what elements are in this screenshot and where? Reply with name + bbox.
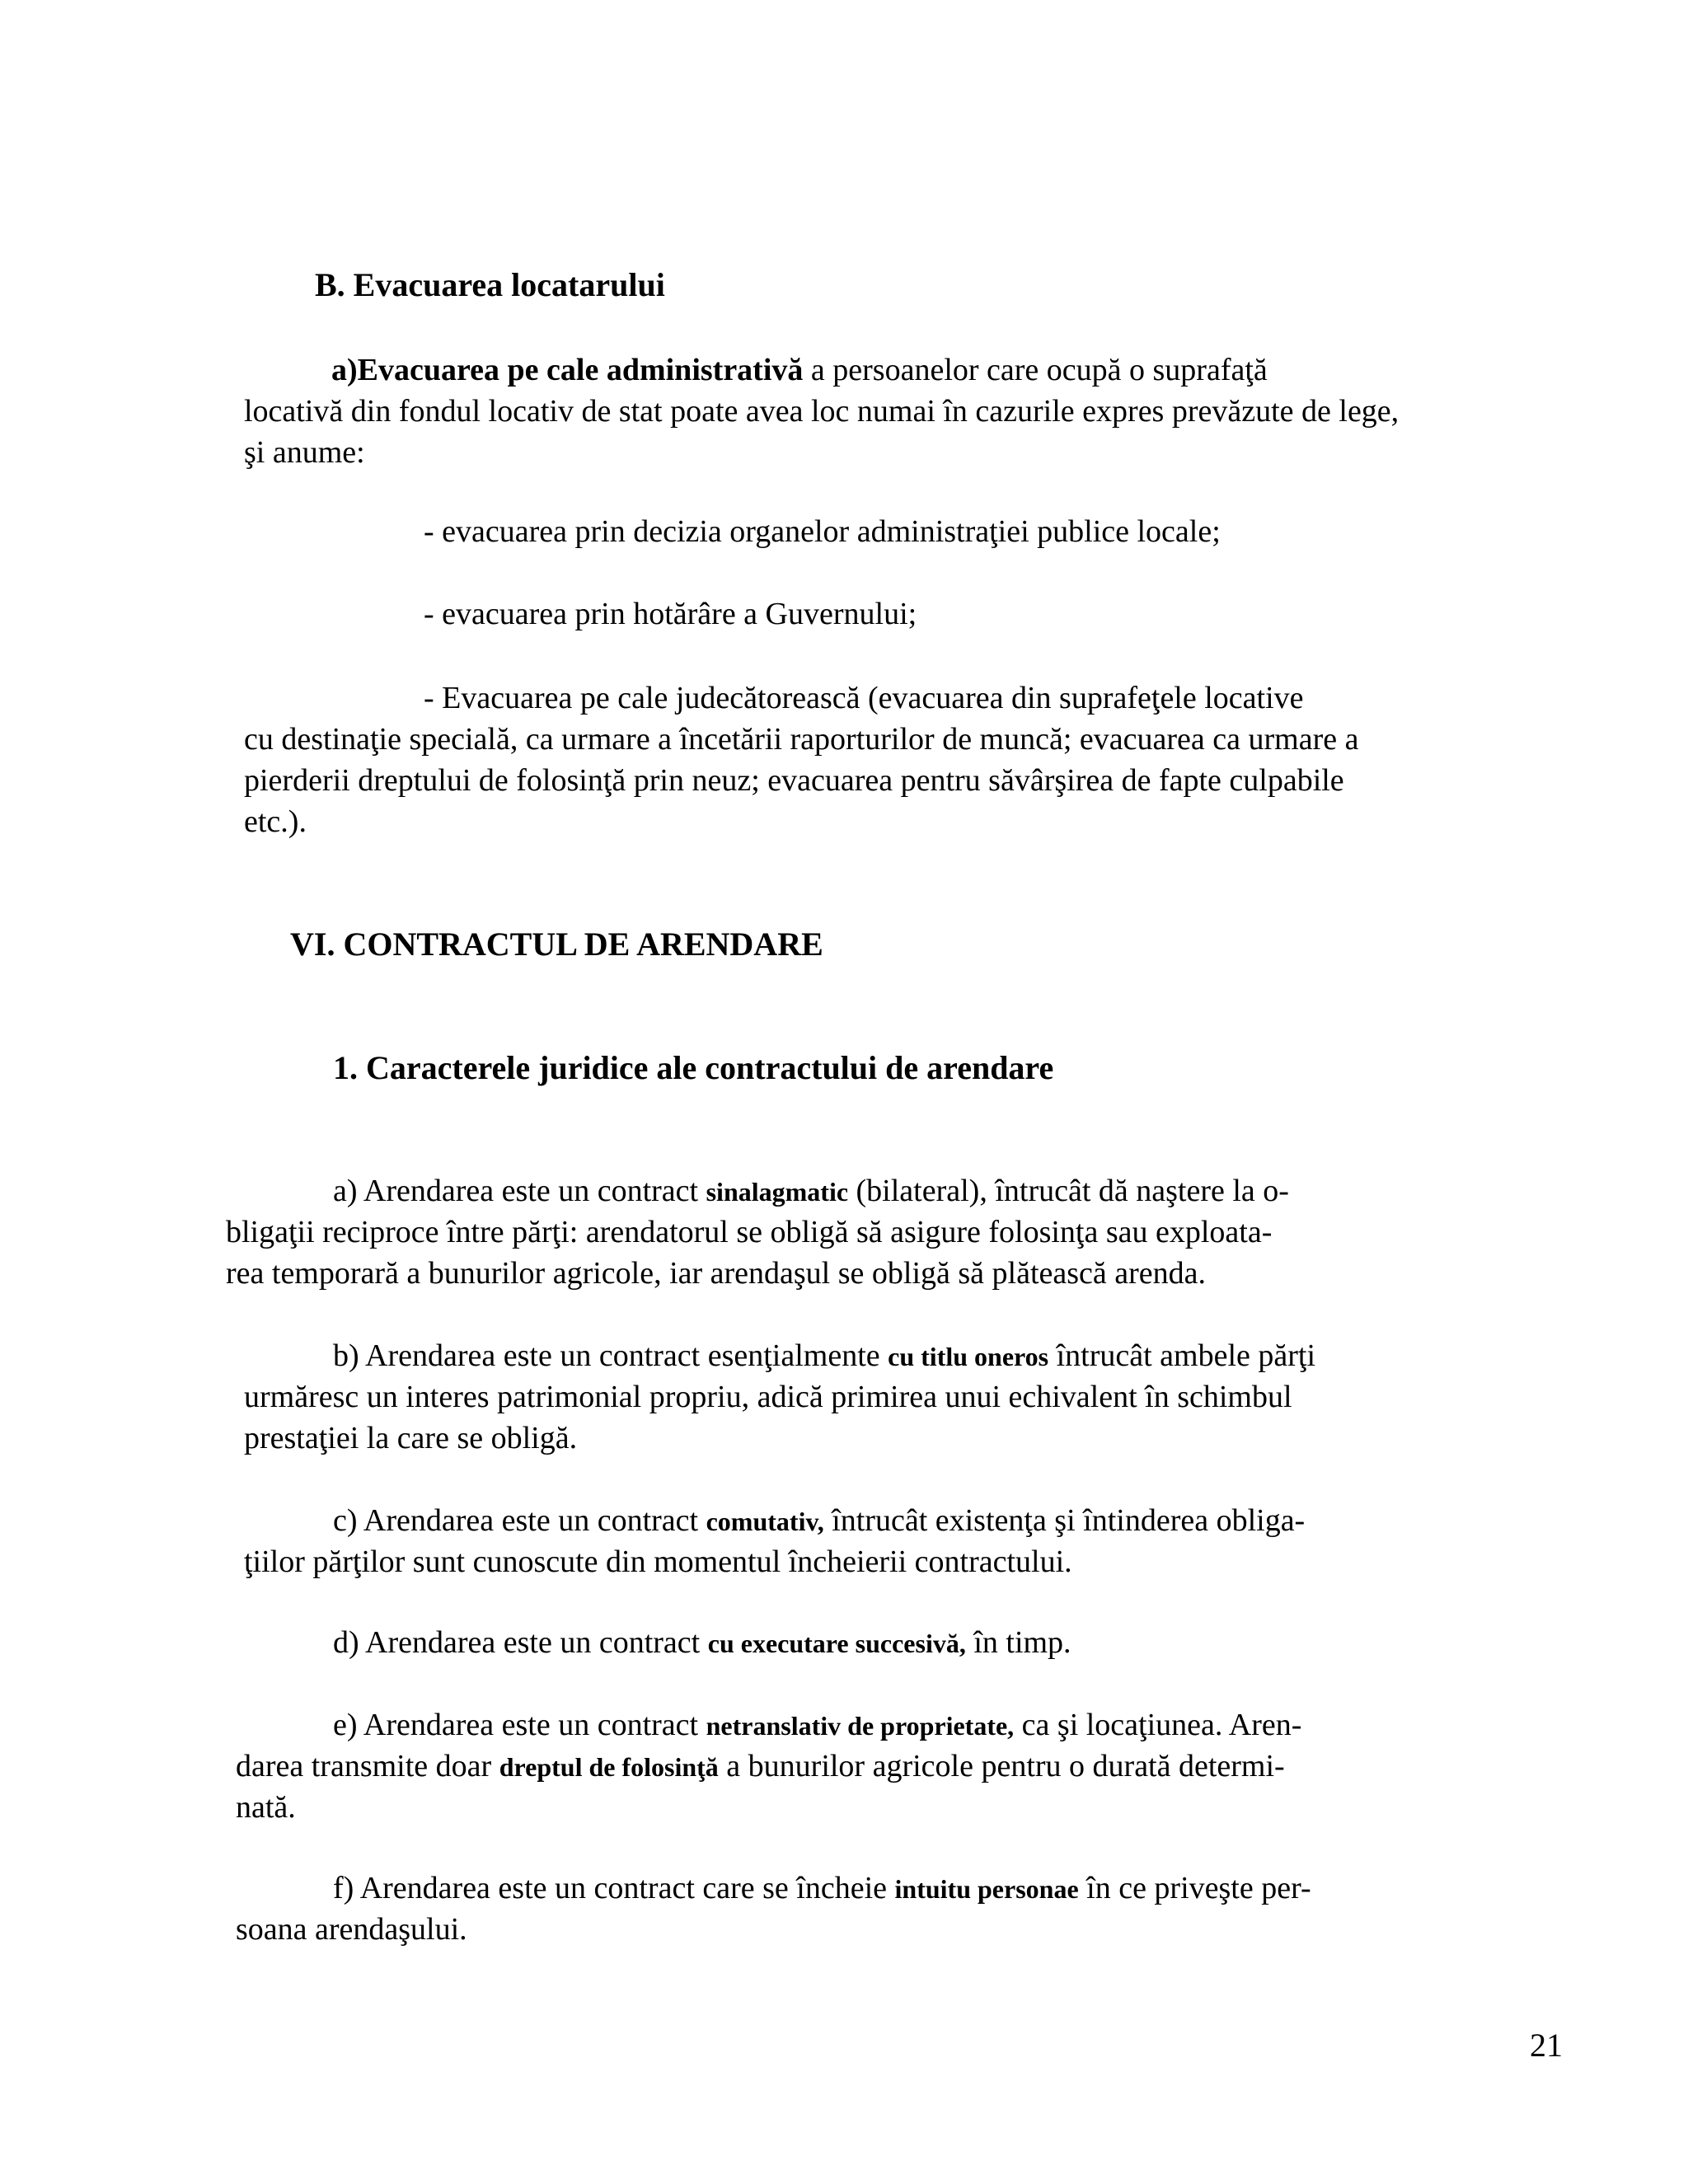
char-a-line2: bligaţii reciproce între părţi: arendatorul se obligă să asigure folosinţa sau exploata-	[226, 1215, 1273, 1249]
char-e-l2-term: dreptul de folosinţă	[499, 1752, 719, 1782]
char-c-pre: c) Arendarea este un contract	[333, 1503, 706, 1538]
char-b-line3: prestaţiei la care se obligă.	[244, 1421, 578, 1455]
char-d-post: în timp.	[965, 1625, 1071, 1660]
para-a-line1-rest: a persoanelor care ocupă o suprafaţă	[803, 353, 1268, 387]
char-d-term: cu executare succesivă,	[707, 1629, 966, 1658]
char-a-term: sinalagmatic	[706, 1177, 849, 1207]
chapter-heading: VI. CONTRACTUL DE ARENDARE	[290, 926, 823, 963]
char-b-post: întrucât ambele părţi	[1048, 1338, 1316, 1373]
char-b-line1	[333, 1335, 1315, 1378]
char-d-pre: d) Arendarea este un contract	[333, 1625, 708, 1660]
char-f-line1	[333, 1868, 1311, 1910]
char-c-line1	[333, 1500, 1305, 1543]
char-a-pre: a) Arendarea este un contract	[333, 1174, 706, 1208]
char-e-l2-post: a bunurilor agricole pentru o durată determi-	[718, 1749, 1285, 1783]
bullet-item-1: - evacuarea prin decizia organelor administraţiei publice locale;	[424, 514, 1221, 549]
char-b-line2: urmăresc un interes patrimonial propriu, adică primirea unui echivalent în schimbul	[244, 1380, 1292, 1414]
char-e-line2	[236, 1746, 1285, 1788]
char-e-term: netranslativ de proprietate,	[706, 1711, 1015, 1741]
char-f-line2: soana arendaşului.	[236, 1912, 467, 1947]
para-a-line1	[331, 349, 1268, 391]
char-a-post: (bilateral), întrucât dă naştere la o-	[848, 1174, 1289, 1208]
char-e-line3: nată.	[236, 1790, 296, 1825]
page-number: 21	[1530, 2027, 1563, 2064]
para-a-lead: a)Evacuarea pe cale administrativă	[331, 353, 804, 387]
char-e-l2-pre: darea transmite doar	[236, 1749, 499, 1783]
char-f-pre: f) Arendarea este un contract care se încheie	[333, 1871, 895, 1905]
section-heading-b: B. Evacuarea locatarului	[315, 266, 665, 303]
char-c-post: întrucât existenţa şi întinderea obliga-	[823, 1503, 1306, 1538]
bullet-item-3: - Evacuarea pe cale judecătorească (evacuarea din suprafeţele locative	[424, 681, 1304, 715]
para-a-line2: locativă din fondul locativ de stat poate avea loc numai în cazurile expres prevăzute de lege,	[244, 394, 1400, 429]
char-c-line2: ţiilor părţilor sunt cunoscute din momentul încheierii contractului.	[244, 1544, 1072, 1579]
char-c-term: comutativ,	[706, 1507, 824, 1536]
char-f-post: în ce priveşte per-	[1078, 1871, 1311, 1905]
char-d-line1	[333, 1622, 1071, 1665]
char-e-line1	[333, 1704, 1301, 1747]
subheading: 1. Caracterele juridice ale contractului de arendare	[333, 1049, 1054, 1086]
char-a-line3: rea temporară a bunurilor agricole, iar arendaşul se obligă să plătească arenda.	[226, 1256, 1207, 1291]
bullet-item-3-cont-2: pierderii dreptului de folosinţă prin neuz; evacuarea pentru săvârşirea de fapte culpabile	[244, 763, 1344, 798]
bullet-item-2: - evacuarea prin hotărâre a Guvernului;	[424, 597, 917, 631]
bullet-item-3-cont-3: etc.).	[244, 804, 307, 839]
char-e-pre: e) Arendarea este un contract	[333, 1708, 706, 1742]
bullet-item-3-cont-1: cu destinaţie specială, ca urmare a încetării raporturilor de muncă; evacuarea ca urmare a	[244, 722, 1359, 757]
char-a-line1	[333, 1170, 1289, 1213]
para-a-line3: şi anume:	[244, 435, 365, 470]
char-e-post: ca şi locaţiunea. Aren-	[1014, 1708, 1302, 1742]
char-f-term: intuitu personae	[894, 1874, 1079, 1904]
char-b-pre: b) Arendarea este un contract esenţialmente	[333, 1338, 889, 1373]
char-b-term: cu titlu oneros	[888, 1342, 1049, 1371]
